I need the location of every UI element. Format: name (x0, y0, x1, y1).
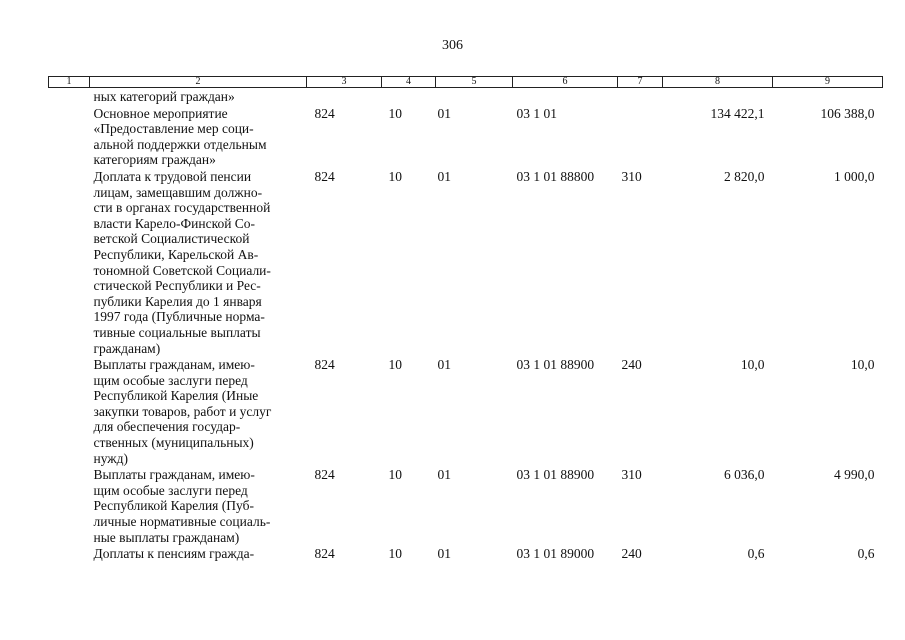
column-header: 9 (773, 77, 883, 88)
column-header: 7 (618, 77, 663, 88)
expense-type-cell: 240 (621, 546, 642, 562)
row-index-cell (49, 105, 90, 168)
kvsr-cell: 824 (314, 105, 335, 121)
table-row (49, 356, 883, 466)
name-line: Республики, Карельской Ав- (93, 246, 259, 262)
section-cell: 10 (388, 357, 402, 373)
target-article-cell: 03 1 01 88900 (516, 467, 595, 483)
name-line: сти в органах государственной (93, 200, 271, 216)
name-line: лицам, замещавшим должно- (93, 184, 263, 200)
column-header: 6 (513, 77, 618, 88)
table-row (49, 545, 883, 562)
table-row (49, 466, 883, 545)
expense-name-cell (90, 105, 307, 168)
name-line: Выплаты гражданам, имею- (93, 467, 255, 483)
row-index-cell (49, 545, 90, 562)
table-row (49, 168, 883, 356)
amount-year1-cell: 0,6 (747, 546, 765, 562)
target-article-cell: 03 1 01 88900 (516, 357, 595, 373)
subsection-cell: 01 (437, 168, 451, 184)
section-cell: 10 (388, 105, 402, 121)
expense-name-cell (90, 168, 307, 356)
name-line: тивные социальные выплаты (93, 324, 261, 340)
table-row (49, 105, 883, 168)
expense-type-cell: 310 (621, 168, 642, 184)
section-cell: 10 (388, 168, 402, 184)
name-line: для обеспечения государ- (93, 419, 241, 435)
expense-name-cell (90, 356, 307, 466)
subsection-cell: 01 (437, 546, 451, 562)
kvsr-cell: 824 (314, 467, 335, 483)
amount-year1-cell: 6 036,0 (724, 467, 765, 483)
column-header: 2 (90, 77, 307, 88)
kvsr-cell: 824 (314, 357, 335, 373)
name-line: ветской Социалистической (93, 231, 250, 247)
kvsr-cell: 824 (314, 546, 335, 562)
name-line: Республикой Карелия (Иные (93, 388, 259, 404)
amount-year2-cell: 106 388,0 (820, 105, 875, 121)
name-line: гражданам) (93, 340, 161, 356)
name-line: альной поддержки отдельным (93, 136, 267, 152)
section-cell: 10 (388, 467, 402, 483)
amount-year1-cell: 10,0 (740, 357, 765, 373)
name-line: 1997 года (Публичные норма- (93, 309, 265, 325)
amount-year1-cell: 134 422,1 (710, 105, 765, 121)
amount-year2-cell: 4 990,0 (834, 467, 875, 483)
target-article-cell: 03 1 01 (516, 105, 557, 121)
row-index-cell (49, 466, 90, 545)
name-line: публики Карелия до 1 января (93, 293, 262, 309)
subsection-cell: 01 (437, 357, 451, 373)
column-header: 1 (49, 77, 90, 88)
expense-type-cell: 240 (621, 357, 642, 373)
amount-year2-cell: 10,0 (850, 357, 875, 373)
name-line: Выплаты гражданам, имею- (93, 357, 255, 373)
expense-type-cell: 310 (621, 467, 642, 483)
name-line: категориям граждан» (93, 152, 216, 168)
name-line: власти Карело-Финской Со- (93, 215, 256, 231)
page-number: 306 (442, 38, 463, 53)
name-line: Доплаты к пенсиям гражда- (93, 546, 255, 562)
name-line: «Предоставление мер соци- (93, 121, 254, 137)
name-line: щим особые заслуги перед (93, 372, 248, 388)
kvsr-cell: 824 (314, 168, 335, 184)
target-article-cell: 03 1 01 89000 (516, 546, 595, 562)
name-line: Республикой Карелия (Пуб- (93, 498, 254, 514)
column-header: 5 (436, 77, 513, 88)
amount-year2-cell: 1 000,0 (834, 168, 875, 184)
name-line: Основное мероприятие (93, 105, 228, 121)
budget-table (48, 76, 883, 562)
table-header-row (49, 77, 883, 88)
column-header: 8 (663, 77, 773, 88)
amount-year2-cell: 0,6 (857, 546, 875, 562)
subsection-cell: 01 (437, 105, 451, 121)
amount-year1-cell: 2 820,0 (724, 168, 765, 184)
row-index-cell (49, 356, 90, 466)
section-cell: 10 (388, 546, 402, 562)
column-header: 4 (382, 77, 436, 88)
name-line: ственных (муниципальных) (93, 435, 254, 451)
name-line: ные выплаты гражданам) (93, 529, 240, 545)
name-line: тономной Советской Социали- (93, 262, 271, 278)
column-header: 3 (307, 77, 382, 88)
name-line: личные нормативные социаль- (93, 514, 271, 530)
expense-name-cell (90, 466, 307, 545)
expense-name-cell (90, 545, 307, 562)
name-line: нужд) (93, 450, 128, 466)
continuation-row (49, 88, 883, 105)
name-line: стической Республики и Рес- (93, 278, 261, 294)
continuation-text: ных категорий граждан» (93, 89, 235, 104)
subsection-cell: 01 (437, 467, 451, 483)
expense-type-cell (618, 105, 663, 168)
name-line: Доплата к трудовой пенсии (93, 168, 252, 184)
name-line: щим особые заслуги перед (93, 482, 248, 498)
row-index-cell (49, 168, 90, 356)
name-line: закупки товаров, работ и услуг (93, 403, 272, 419)
target-article-cell: 03 1 01 88800 (516, 168, 595, 184)
